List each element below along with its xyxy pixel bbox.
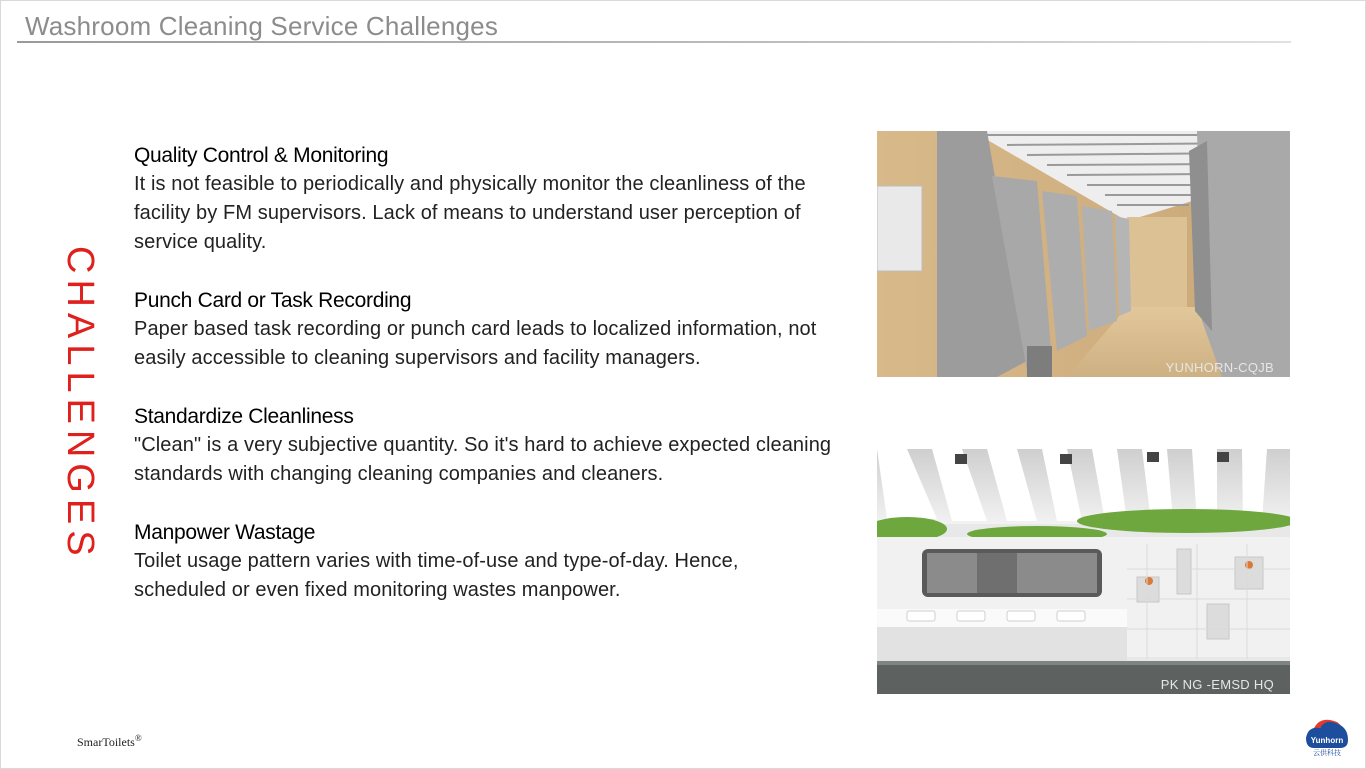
photo-caption: PK NG -EMSD HQ <box>1160 677 1274 692</box>
washroom-sinks-photo <box>877 449 1290 694</box>
section-heading: Punch Card or Task Recording <box>134 289 412 312</box>
washroom-corridor-image <box>877 131 1290 377</box>
photo-caption: YUNHORN-CQJB <box>1165 360 1274 375</box>
section-body: It is not feasible to periodically and physically monitor the cleanliness of the facility by FM supervisors. Lack of means to understand user perception of service quality. <box>134 173 806 253</box>
section-heading: Standardize Cleanliness <box>134 405 354 428</box>
challenges-vertical-label: CHALLENGES <box>59 246 101 562</box>
logo-subtext: 云供科技 <box>1313 750 1341 757</box>
section-heading: Manpower Wastage <box>134 521 316 544</box>
yunhorn-logo <box>1304 712 1350 760</box>
title-underline <box>17 41 1291 43</box>
footer-brand <box>77 733 142 750</box>
washroom-corridor-photo <box>877 131 1290 377</box>
registered-mark: ® <box>134 733 142 743</box>
section-heading: Quality Control & Monitoring <box>134 144 389 167</box>
section-punch-card <box>134 286 834 373</box>
logo-name: Yunhorn <box>1310 736 1344 745</box>
section-standardize-cleanliness <box>134 402 834 489</box>
washroom-sinks-image <box>877 449 1290 694</box>
section-body: "Clean" is a very subjective quantity. So it's hard to achieve expected cleaning standards with changing cleaning companies and cleaners. <box>134 434 832 485</box>
yunhorn-logo-icon <box>1304 712 1350 752</box>
section-manpower-wastage <box>134 518 834 605</box>
section-body: Paper based task recording or punch card leads to localized information, not easily accessible to cleaning supervisors and facility managers. <box>134 318 817 369</box>
challenges-list <box>134 141 834 634</box>
page-title: Washroom Cleaning Service Challenges <box>25 11 499 41</box>
brand-name: SmarToilets <box>77 735 135 749</box>
section-quality-control <box>134 141 834 257</box>
section-body: Toilet usage pattern varies with time-of-use and type-of-day. Hence, scheduled or even fixed monitoring wastes manpower. <box>134 550 739 601</box>
